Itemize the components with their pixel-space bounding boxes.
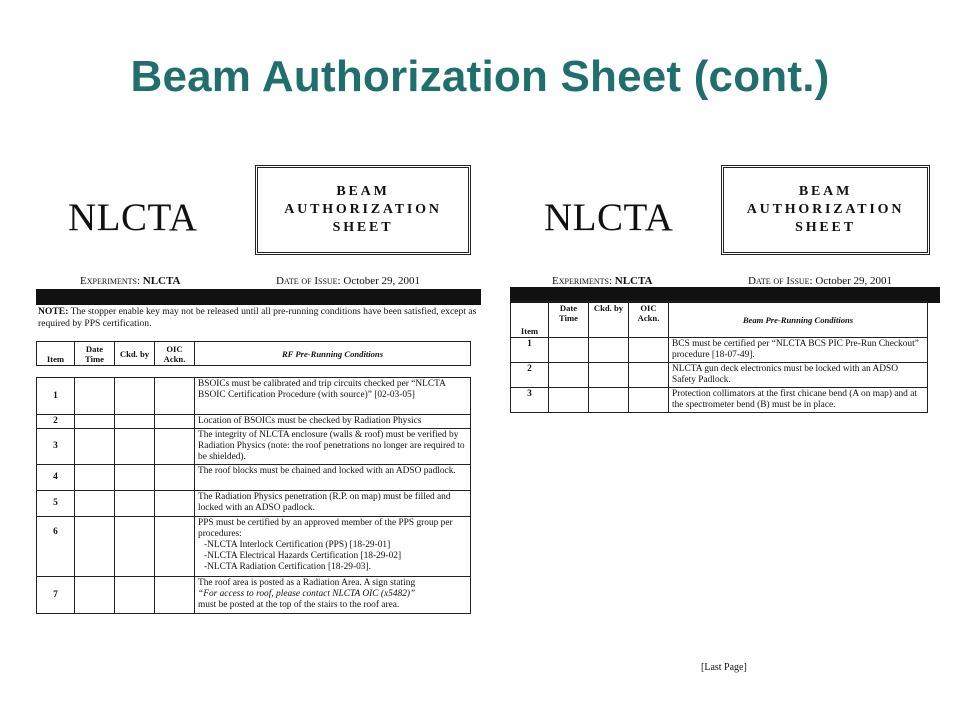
checked-by-cell	[589, 338, 629, 363]
condition-cell	[195, 577, 471, 614]
table-row	[511, 388, 928, 413]
header-oic-ackn: OIC Ackn.	[629, 302, 669, 338]
title-box-line-3: SHEET	[332, 220, 394, 235]
experiments-value: NLCTA	[142, 275, 181, 287]
checked-by-cell	[589, 388, 629, 413]
header-table	[36, 341, 471, 366]
item-number: 1	[37, 378, 75, 415]
header-date-time: Date Time	[75, 342, 115, 366]
item-number: 2	[37, 415, 75, 429]
header-date-time: Date Time	[549, 302, 589, 338]
experiments-field	[80, 275, 180, 287]
condition-text: The roof blocks must be chained and locked with an ADSO padlock.	[195, 465, 471, 491]
brand-logo-text: NLCTA	[544, 196, 674, 239]
conditions-table	[510, 301, 928, 413]
experiments-field	[552, 275, 652, 287]
condition-text: BSOICs must be calibrated and trip circuits checked per “NLCTA BSOIC Certification Procedure (with source)” [02-03-05]	[195, 378, 471, 415]
condition-text: BCS must be certified per “NLCTA BCS PIC Pre-Run Checkout” procedure [18-07-49].	[669, 338, 928, 363]
table-row	[37, 415, 471, 429]
brand-logo-text: NLCTA	[68, 196, 198, 239]
condition-cell	[195, 517, 471, 577]
date-label: Date of Issue:	[748, 275, 813, 287]
sign-text: “For access to roof, please contact NLCTA OIC (x5482)”	[198, 589, 416, 599]
date-time-cell	[549, 388, 589, 413]
table-row	[37, 465, 471, 491]
black-divider-bar	[36, 289, 481, 305]
conditions-table	[36, 377, 471, 614]
date-time-cell	[75, 517, 115, 577]
slide-title: Beam Authorization Sheet (cont.)	[130, 52, 830, 101]
oic-ackn-cell	[155, 429, 195, 465]
condition-text: PPS must be certified by an approved member of the PPS group per procedures:	[198, 518, 453, 539]
sheet-title-box	[255, 165, 471, 255]
sheet-title-box	[721, 165, 930, 255]
table-row	[511, 363, 928, 388]
table-row	[37, 577, 471, 614]
oic-ackn-cell	[155, 517, 195, 577]
header-item: Item	[37, 342, 75, 366]
oic-ackn-cell	[155, 415, 195, 429]
table-row	[511, 338, 928, 363]
oic-ackn-cell	[629, 338, 669, 363]
item-number: 3	[511, 388, 549, 413]
date-time-cell	[549, 363, 589, 388]
title-box-line-3: SHEET	[795, 220, 856, 235]
date-label: Date of Issue:	[276, 275, 341, 287]
checked-by-cell	[589, 363, 629, 388]
checked-by-cell	[115, 577, 155, 614]
header-item: Item	[511, 302, 549, 338]
date-time-cell	[75, 491, 115, 517]
condition-text: Protection collimators at the first chicane bend (A on map) and at the spectrometer bend (B) must be in place.	[669, 388, 928, 413]
item-number: 4	[37, 465, 75, 491]
checked-by-cell	[115, 378, 155, 415]
oic-ackn-cell	[155, 577, 195, 614]
procedure-item: -NLCTA Radiation Certification [18-29-03].	[204, 562, 371, 572]
checked-by-cell	[115, 429, 155, 465]
header-checked-by: Ckd. by	[589, 302, 629, 338]
oic-ackn-cell	[155, 491, 195, 517]
experiments-label: Experiments:	[552, 275, 613, 287]
condition-text-end: must be posted at the top of the stairs to the roof area.	[198, 600, 400, 610]
condition-text: The integrity of NLCTA enclosure (walls & roof) must be verified by Radiation Physics (note: the roof penetrations no longer are required to be shielded).	[195, 429, 471, 465]
title-box-line-2: AUTHORIZATION	[746, 202, 905, 217]
note-text: The stopper enable key may not be released until all pre-running conditions have been satisfied, except as required by PPS certification.	[38, 306, 477, 329]
date-time-cell	[75, 577, 115, 614]
checked-by-cell	[115, 491, 155, 517]
date-value: October 29, 2001	[815, 275, 893, 287]
item-number: 1	[511, 338, 549, 363]
note-label: NOTE:	[38, 306, 69, 317]
condition-text: Location of BSOICs must be checked by Radiation Physics	[195, 415, 471, 429]
table-row	[37, 378, 471, 415]
table-row	[37, 517, 471, 577]
procedure-item: -NLCTA Interlock Certification (PPS) [18-29-01]	[204, 540, 391, 550]
date-field	[748, 275, 892, 287]
checked-by-cell	[115, 517, 155, 577]
date-time-cell	[75, 465, 115, 491]
date-field	[276, 275, 420, 287]
oic-ackn-cell	[629, 363, 669, 388]
condition-text: NLCTA gun deck electronics must be locked with an ADSO Safety Padlock.	[669, 363, 928, 388]
date-time-cell	[75, 429, 115, 465]
procedure-item: -NLCTA Electrical Hazards Certification [18-29-02]	[204, 551, 402, 561]
experiments-label: Experiments:	[80, 275, 141, 287]
oic-ackn-cell	[155, 378, 195, 415]
item-number: 3	[37, 429, 75, 465]
item-number: 5	[37, 491, 75, 517]
title-box-line-2: AUTHORIZATION	[284, 202, 442, 217]
note	[38, 306, 478, 329]
oic-ackn-cell	[155, 465, 195, 491]
date-time-cell	[549, 338, 589, 363]
header-checked-by: Ckd. by	[115, 342, 155, 366]
condition-text: The Radiation Physics penetration (R.P. on map) must be filled and locked with an ADSO padlock.	[195, 491, 471, 517]
title-box-line-1: BEAM	[336, 184, 390, 199]
table-row	[37, 429, 471, 465]
title-box-line-1: BEAM	[798, 184, 853, 199]
date-time-cell	[75, 415, 115, 429]
last-page-label: [Last Page]	[701, 662, 747, 673]
checked-by-cell	[115, 415, 155, 429]
condition-text: The roof area is posted as a Radiation Area. A sign stating	[198, 578, 416, 588]
checked-by-cell	[115, 465, 155, 491]
header-conditions: Beam Pre-Running Conditions	[669, 302, 928, 338]
header-oic-ackn: OIC Ackn.	[155, 342, 195, 366]
item-number: 7	[37, 577, 75, 614]
date-time-cell	[75, 378, 115, 415]
experiments-value: NLCTA	[614, 275, 653, 287]
oic-ackn-cell	[629, 388, 669, 413]
item-number: 2	[511, 363, 549, 388]
header-conditions: RF Pre-Running Conditions	[195, 342, 471, 366]
item-number: 6	[37, 517, 75, 577]
date-value: October 29, 2001	[343, 275, 421, 287]
table-row	[37, 491, 471, 517]
